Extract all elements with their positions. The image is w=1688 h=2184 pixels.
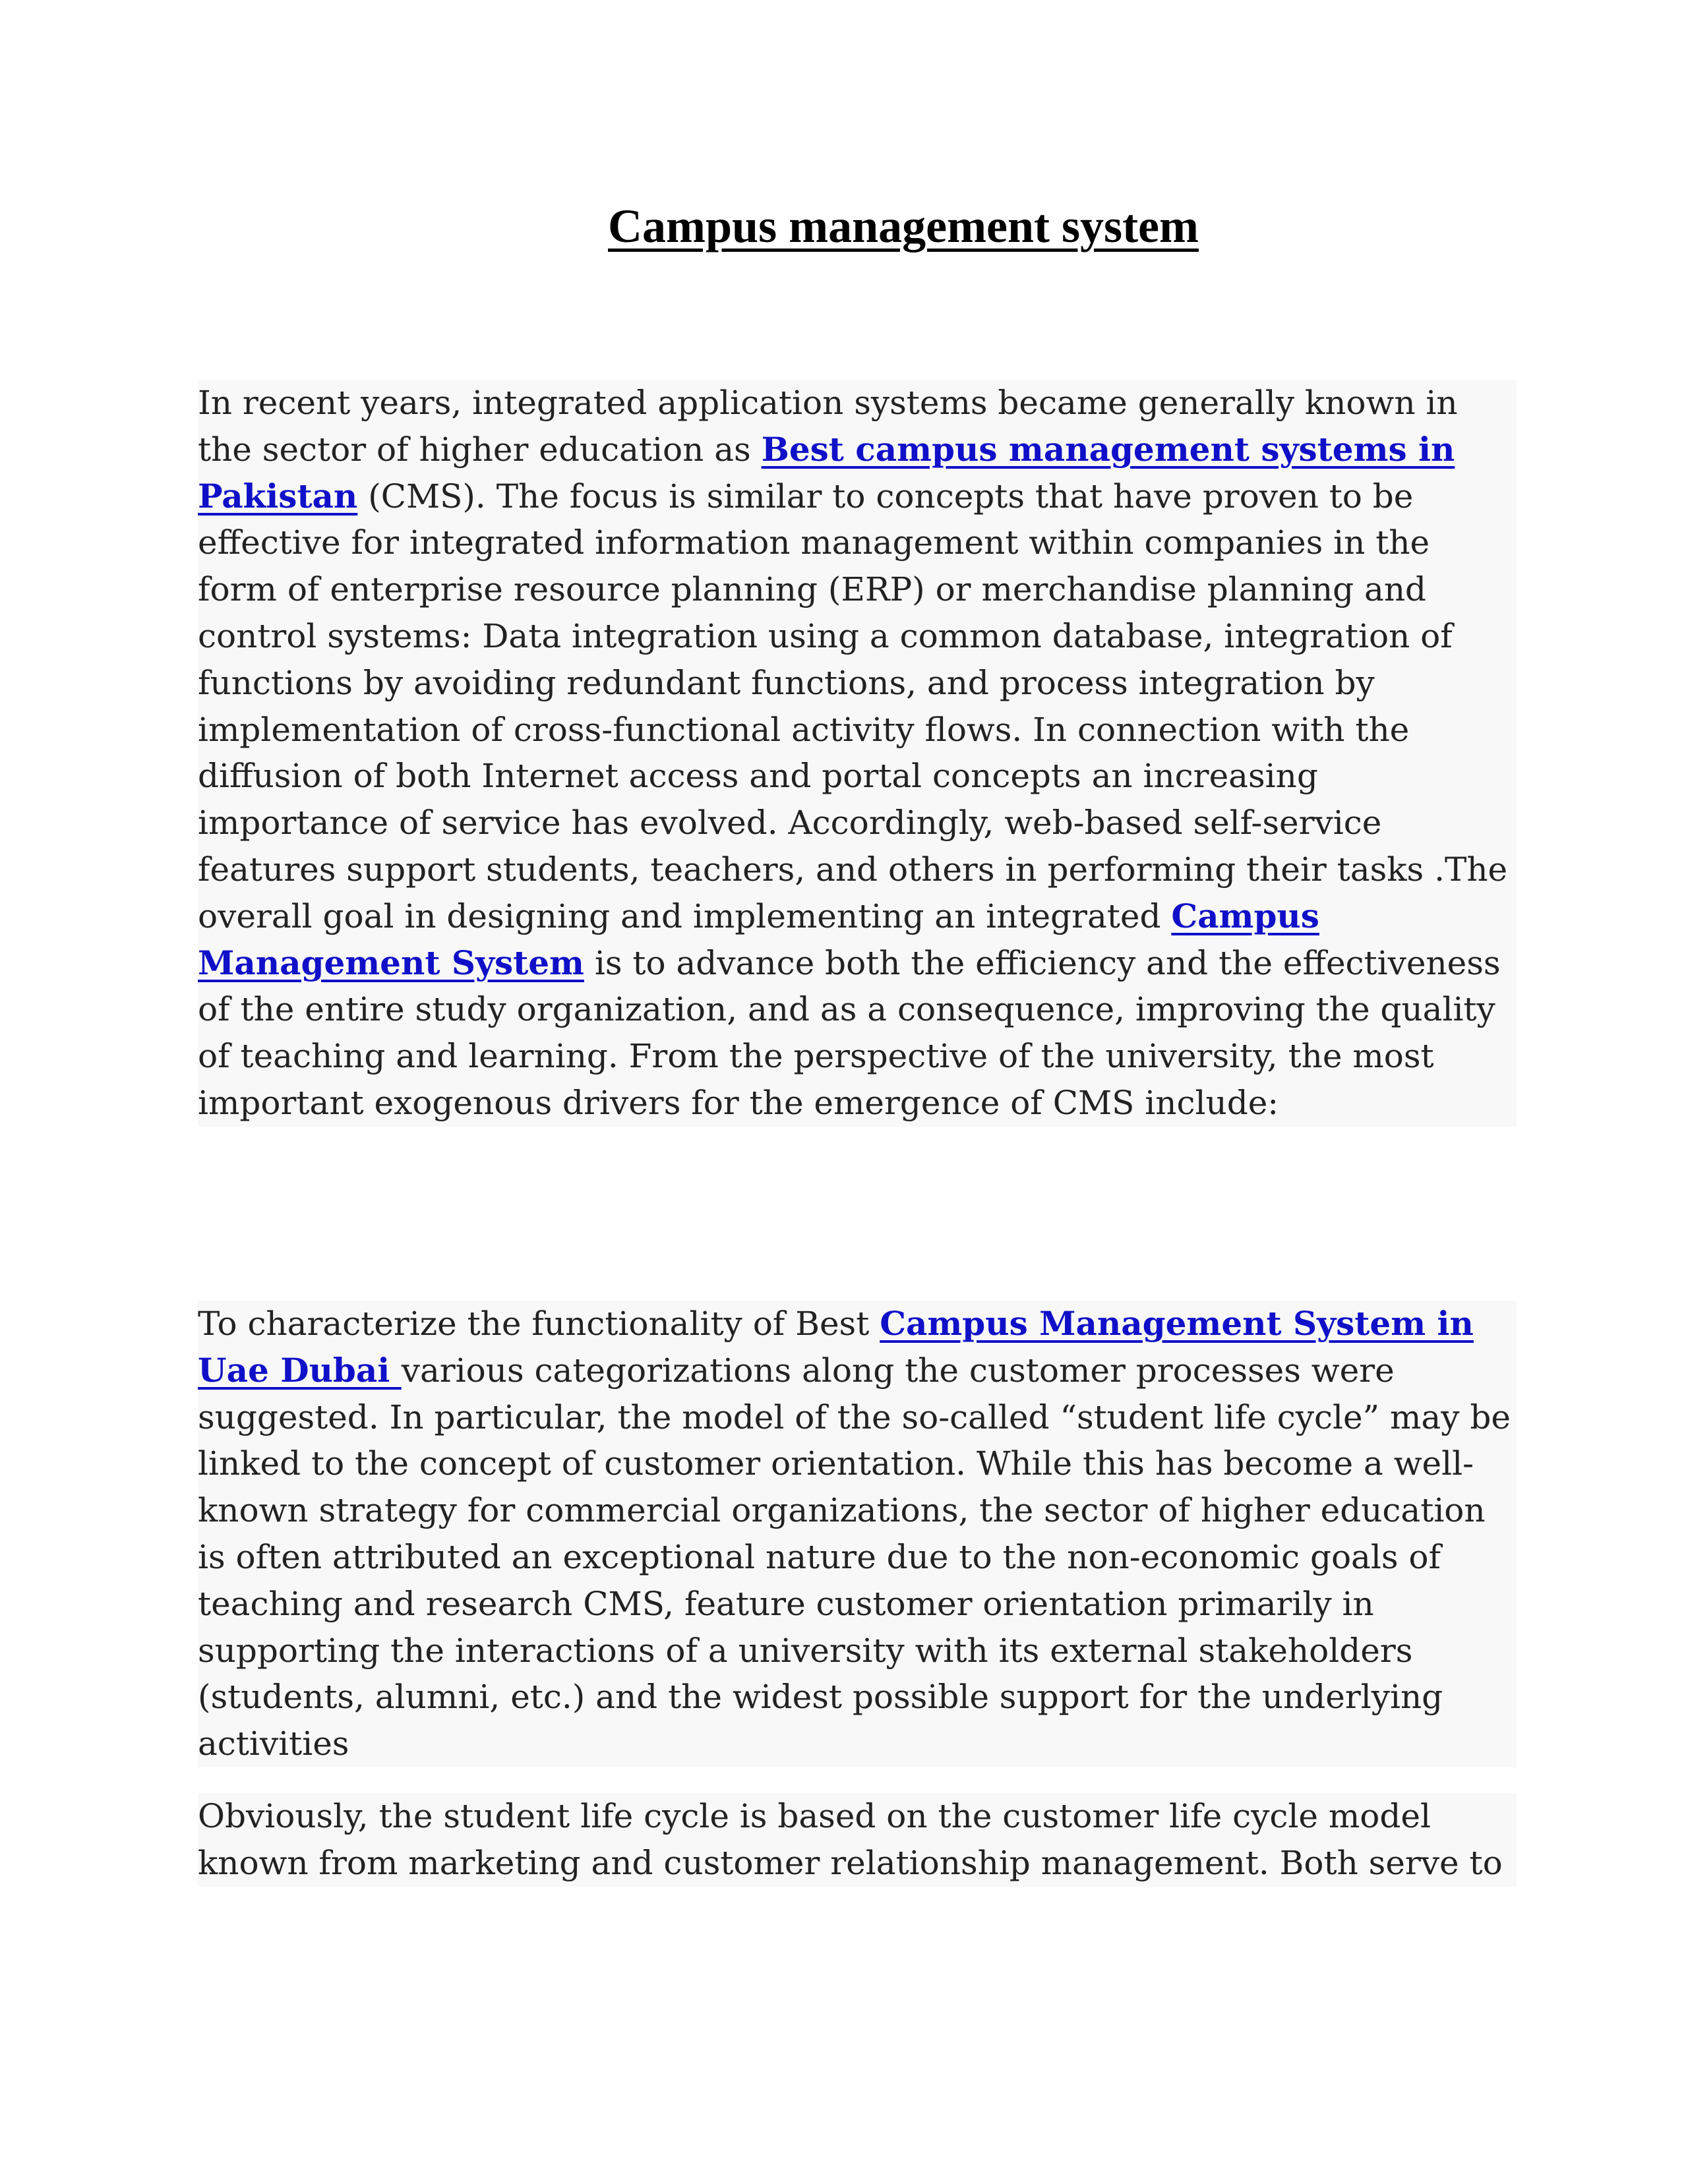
link-campus-management-system[interactable]: Campus Management System: [198, 896, 1319, 982]
paragraph-text: (CMS). The focus is similar to concepts that have proven to be effective for integrated information management within companies in the form of enterprise resource planning (ERP) or merchandise planning and control systems: Data integration using a common database, integration of functions by avoiding redundant functions, and process integration by implementation of cross-functional activity flows. In connection with the diffusion of both Internet access and portal concepts an increasing importance of service has evolved. Accordingly, web-based self-service features support students, teachers, and others in performing their tasks .The overall goal in designing and implementing an integrated: [198, 477, 1508, 935]
paragraph-text: To characterize the functionality of Best: [198, 1305, 880, 1343]
paragraph-student-life-cycle: Obviously, the student life cycle is based on the customer life cycle model known from marketing and customer relationship management. Both serve to: [198, 1793, 1517, 1887]
paragraph-intro: [198, 380, 1517, 1127]
paragraph-functionality: [198, 1301, 1517, 1767]
paragraph-text: is to advance both the efficiency and the effectiveness of the entire study organization, and as a consequence, improving the quality of teaching and learning. From the perspective of the university, the most important exogenous drivers for the emergence of CMS include:: [198, 943, 1501, 1122]
paragraph-text: In recent years, integrated application systems became generally known in the sector of higher education as: [198, 384, 1458, 469]
page-title: Campus management system: [608, 200, 1199, 252]
link-best-cms-pakistan[interactable]: Best campus management systems in Pakistan: [198, 429, 1455, 516]
paragraph-text: various categorizations along the customer processes were suggested. In particular, the model of the so-called “student life cycle” may be linked to the concept of customer orientation. While this has become a well-known strategy for commercial organizations, the sector of higher education is often attributed an exceptional nature due to the non-economic goals of teaching and research CMS, feature customer orientation primarily in supporting the interactions of a university with its external stakeholders (students, alumni, etc.) and the widest possible support for the underlying activities: [198, 1351, 1511, 1763]
link-cms-uae-dubai[interactable]: Campus Management System in Uae Dubai: [198, 1304, 1474, 1390]
